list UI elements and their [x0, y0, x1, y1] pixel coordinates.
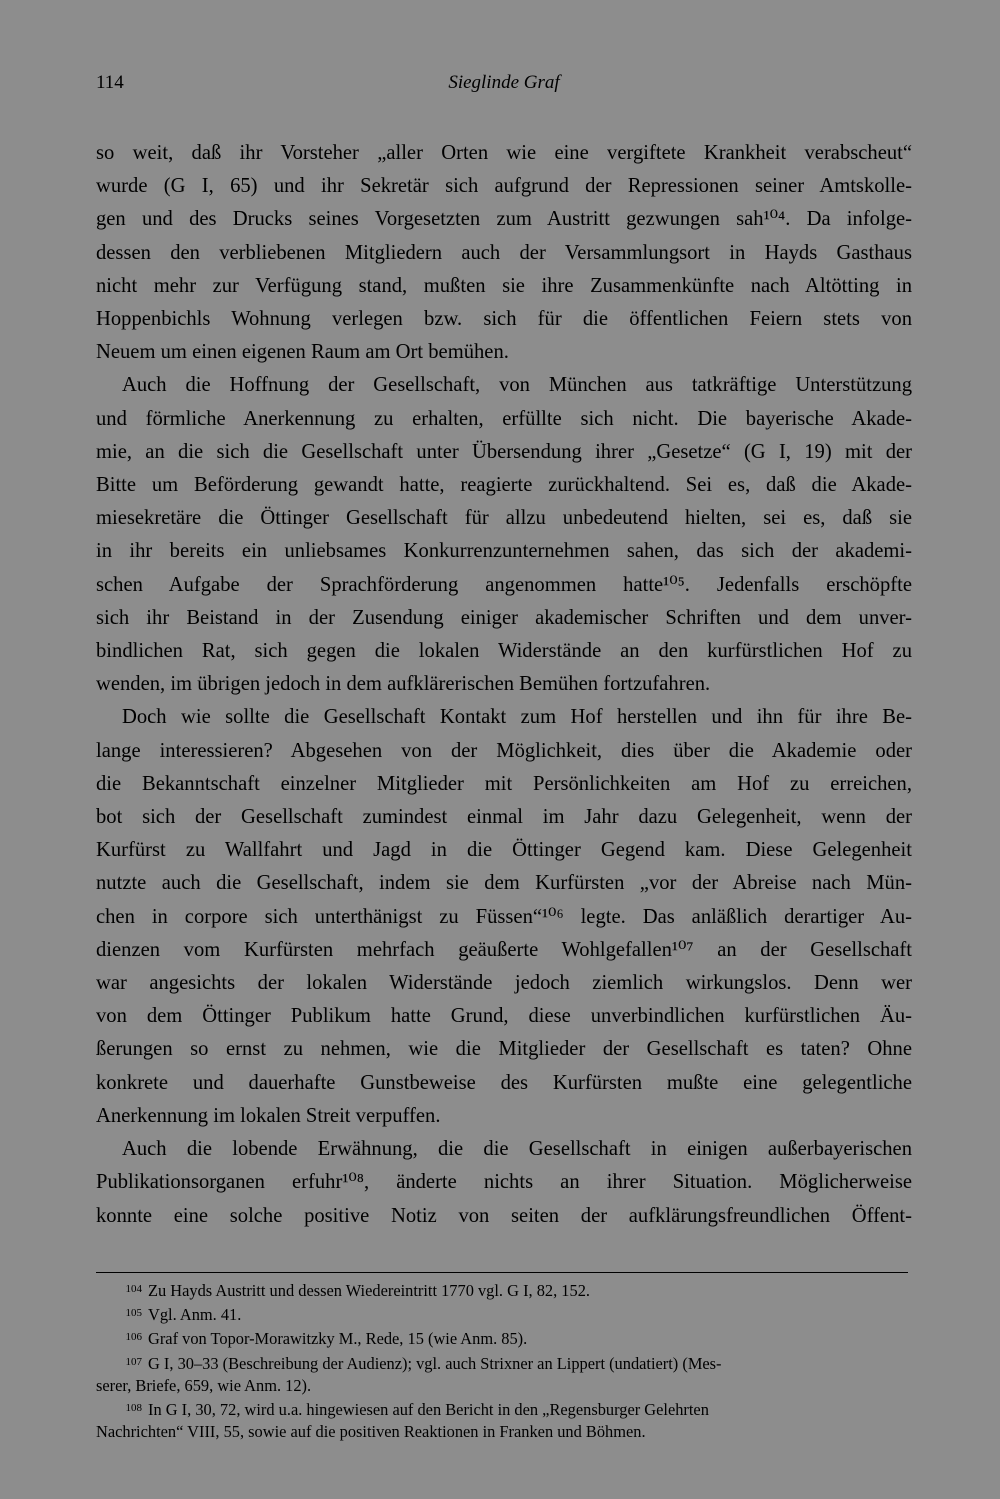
- footnote-divider: [96, 1272, 908, 1273]
- footnote-text: serer, Briefe, 659, wie Anm. 12).: [96, 1375, 312, 1395]
- text-line: miesekretäre die Öttinger Gesellschaft für allzu unbedeutend hielten, sei es, daß sie: [96, 507, 912, 530]
- paragraph-4: [96, 1133, 912, 1233]
- text-line: schen Aufgabe der Sprachförderung angenommen hatte¹⁰⁵. Jedenfalls erschöpfte: [96, 573, 912, 596]
- page-number: 114: [96, 72, 124, 93]
- text-line: nicht mehr zur Verfügung stand, mußten sie ihre Zusammenkünfte nach Altötting in: [96, 274, 912, 297]
- text-line: Doch wie sollte die Gesellschaft Kontakt zum Hof herstellen und ihn für ihre Be-: [122, 706, 912, 729]
- footnote-number: 104: [125, 1283, 142, 1295]
- paragraph-2: [96, 369, 912, 701]
- text-line: dessen den verbliebenen Mitgliedern auch der Versammlungsort in Hayds Gasthaus: [96, 241, 912, 264]
- text-line: gen und des Drucks seines Vorgesetzten zum Austritt gezwungen sah¹⁰⁴. Da infolge-: [96, 208, 912, 231]
- footnote-text: In G I, 30, 72, wird u.a. hingewiesen auf den Bericht in den „Regensburger Gelehrten: [148, 1400, 709, 1420]
- footnote-number: 106: [125, 1331, 142, 1344]
- footnote-text: Vgl. Anm. 41.: [148, 1305, 242, 1325]
- footnote-108-continued: [96, 1421, 912, 1443]
- text-line: Auch die lobende Erwähnung, die die Gesellschaft in einigen außerbayerischen: [122, 1138, 912, 1161]
- text-line: chen in corpore sich unterthänigst zu Füssen“¹⁰⁶ legte. Das anläßlich derartiger Au-: [96, 905, 912, 928]
- footnote-107-continued: [96, 1375, 912, 1397]
- paragraph-3: [96, 701, 912, 1133]
- text-line: sich ihr Beistand in der Zusendung einiger akademischer Schriften und dem unver-: [96, 606, 912, 629]
- text-line: Bitte um Beförderung gewandt hatte, reagierte zurückhaltend. Sei es, daß die Akade-: [96, 474, 912, 497]
- footnote-text: Zu Hayds Austritt und dessen Wiedereintritt 1770 vgl. G I, 82, 152.: [148, 1281, 590, 1300]
- text-line: in ihr bereits ein unliebsames Konkurrenzunternehmen sahen, das sich der akademi-: [96, 540, 912, 563]
- text-line: von dem Öttinger Publikum hatte Grund, diese unverbindlichen kurfürstlichen Äu-: [96, 1005, 912, 1028]
- running-head: Sieglinde Graf: [448, 72, 560, 93]
- footnote-108: [96, 1397, 912, 1421]
- footnotes: [96, 1278, 912, 1443]
- footnote-104: [96, 1278, 912, 1302]
- text-line: Publikationsorganen erfuhr¹⁰⁸, änderte nichts an ihrer Situation. Möglicherweise: [96, 1171, 912, 1194]
- footnote-text: G I, 30–33 (Beschreibung der Audienz); vgl. auch Strixner an Lippert (undatiert) (Mes-: [148, 1353, 722, 1373]
- footnote-number: 105: [125, 1307, 142, 1320]
- footnote-number: 107: [125, 1355, 142, 1368]
- text-line: war angesichts der lokalen Widerstände jedoch ziemlich wirkungslos. Denn wer: [96, 972, 912, 995]
- text-line: lange interessieren? Abgesehen von der Möglichkeit, dies über die Akademie oder: [96, 739, 912, 762]
- text-line: Auch die Hoffnung der Gesellschaft, von München aus tatkräftige Unterstützung: [122, 374, 912, 397]
- footnote-text: Graf von Topor-Morawitzky M., Rede, 15 (wie Anm. 85).: [148, 1329, 528, 1349]
- text-line: Hoppenbichls Wohnung verlegen bzw. sich für die öffentlichen Feiern stets von: [96, 308, 912, 331]
- text-line: mie, an die sich die Gesellschaft unter Übersendung ihrer „Gesetze“ (G I, 19) mit der: [96, 440, 912, 463]
- text-line: konnte eine solche positive Notiz von seiten der aufklärungsfreundlichen Öffent-: [96, 1204, 912, 1227]
- footnote-106: [96, 1326, 912, 1350]
- text-line: und förmliche Anerkennung zu erhalten, erfüllte sich nicht. Die bayerische Akade-: [96, 407, 912, 430]
- text-line: dienzen vom Kurfürsten mehrfach geäußerte Wohlgefallen¹⁰⁷ an der Gesellschaft: [96, 938, 912, 961]
- text-line: die Bekanntschaft einzelner Mitglieder mit Persönlichkeiten am Hof zu erreichen,: [96, 772, 912, 795]
- footnote-105: [96, 1302, 912, 1326]
- text-line: konkrete und dauerhafte Gunstbeweise des Kurfürsten mußte eine gelegentliche: [96, 1071, 912, 1094]
- text-line: ßerungen so ernst zu nehmen, wie die Mitglieder der Gesellschaft es taten? Ohne: [96, 1038, 912, 1061]
- text-line: Neuem um einen eigenen Raum am Ort bemühen.: [96, 341, 509, 364]
- body-text: [96, 137, 912, 1233]
- text-line: wurde (G I, 65) und ihr Sekretär sich aufgrund der Repressionen seiner Amtskolle-: [96, 175, 912, 198]
- text-line: bindlichen Rat, sich gegen die lokalen Widerstände an den kurfürstlichen Hof zu: [96, 640, 912, 663]
- text-line: bot sich der Gesellschaft zumindest einmal im Jahr dazu Gelegenheit, wenn der: [96, 806, 912, 829]
- footnote-107: [96, 1351, 912, 1375]
- footnote-number: 108: [125, 1402, 142, 1415]
- page-header: [96, 72, 912, 104]
- text-line: Kurfürst zu Wallfahrt und Jagd in die Öttinger Gegend kam. Diese Gelegenheit: [96, 839, 912, 862]
- text-line: so weit, daß ihr Vorsteher „aller Orten wie eine vergiftete Krankheit verabscheut“: [96, 142, 912, 164]
- paragraph-1: [96, 137, 912, 369]
- text-line: nutzte auch die Gesellschaft, indem sie dem Kurfürsten „vor der Abreise nach Mün-: [96, 872, 912, 895]
- text-line: wenden, im übrigen jedoch in dem aufklärerischen Bemühen fortzufahren.: [96, 673, 711, 696]
- text-line: Anerkennung im lokalen Streit verpuffen.: [96, 1104, 441, 1127]
- footnote-text: Nachrichten“ VIII, 55, sowie auf die positiven Reaktionen in Franken und Böhmen.: [96, 1422, 646, 1442]
